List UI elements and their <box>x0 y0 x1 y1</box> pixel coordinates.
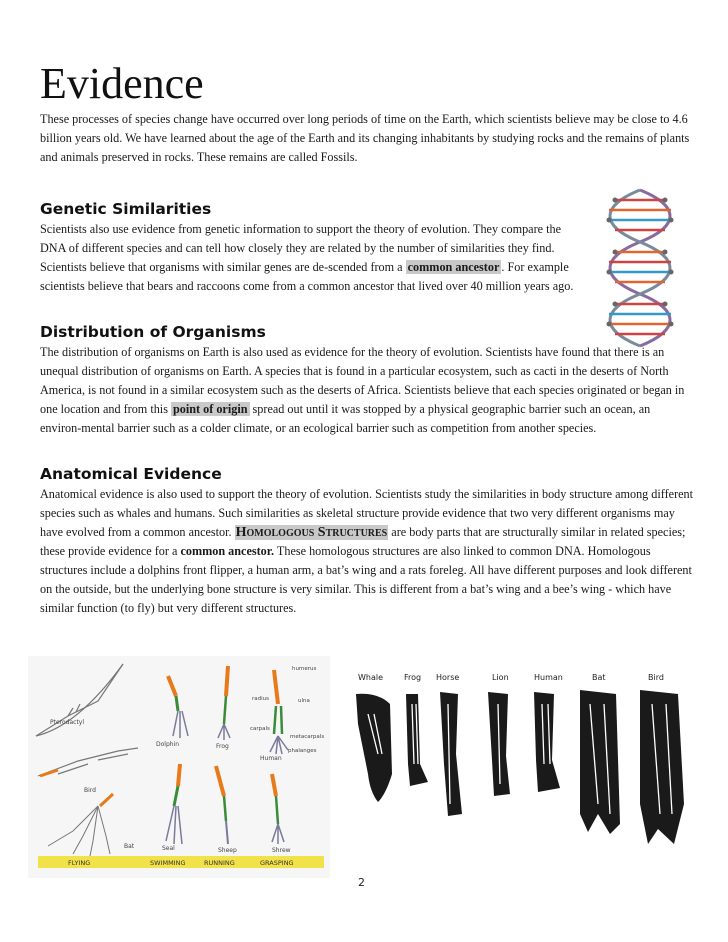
label-lion: Lion <box>492 673 509 682</box>
genetic-text-end: . For example scientists believe that bears and raccoons come from a common ancestor that lived over 40 million years ago. <box>40 260 574 293</box>
genetic-text: Scientists also use evidence from genetic information to support the theory of evolution. They compare the DNA of different species and can tell how closely they are related by the number of similarities they find. Scientists believe that organisms with similar genes are de-scended from a <box>40 222 561 274</box>
term-point-of-origin: point of origin <box>173 402 248 416</box>
anatomical-heading: Anatomical Evidence <box>40 465 222 483</box>
label-sheep: Sheep <box>218 847 237 854</box>
anatomical-text: Anatomical evidence is also used to support the theory of evolution. Scientists study the similarities in body structure among different species such as whales and humans. Such similarities as skeletal structure provide evidence that two very different organisms may have evolved from a common ancestor. <box>40 487 694 539</box>
limb-silhouettes-figure <box>348 664 693 864</box>
label-horse: Horse <box>436 673 460 682</box>
label-pterodactyl: Pterodactyl <box>50 719 85 726</box>
label-phalanges: phalanges <box>288 748 317 754</box>
label-ulna: ulna <box>298 698 310 704</box>
label-bat-right: Bat <box>592 673 606 682</box>
anatomical-text-2: are body parts that are structurally similar in related species; these provide evidence for a <box>40 525 686 558</box>
label-seal: Seal <box>162 845 175 852</box>
term-common-ancestor-bold: common ancestor. <box>180 544 275 558</box>
term-common-ancestor: common ancestor <box>407 260 500 274</box>
label-human-right: Human <box>534 673 563 682</box>
homologous-limbs-figure <box>28 656 330 878</box>
distribution-text-end: spread out until it was stopped by a physical geographic barrier such an ocean, an environ-mental barrier such as a colder climate, or an ecological barrier such as competition from another species. <box>40 402 651 435</box>
bat-wing-silhouette <box>580 690 620 834</box>
intro-paragraph: These processes of species change have occurred over long periods of time on the Earth, which scientists believe may be close to 4.6 billion years old. We have learned about the age of the Earth and its changing inhabitants by studying rocks and the remains of plants and animals preserved in rocks. These remains are called Fossils. <box>40 112 690 164</box>
horse-limb-silhouette <box>440 692 462 816</box>
anatomical-text-3: These homologous structures are also linked to common DNA. Homologous structures include a dolphins front flipper, a human arm, a bat’s wing and a rats foreleg. All have different purposes and look different on the outside, but the underlying bone structure is very similar. This is different from a bat’s wing and a bee’s wing - which have similar function (to fly) but very different structures. <box>40 544 692 615</box>
anatomical-paragraph <box>40 485 694 618</box>
label-human: Human <box>260 755 282 762</box>
human-arm-silhouette <box>534 692 560 792</box>
label-frog: Frog <box>216 743 229 750</box>
dna-helix-image <box>585 186 695 348</box>
distribution-heading: Distribution of Organisms <box>40 323 266 341</box>
label-radius: radius <box>252 696 270 702</box>
label-bat: Bat <box>124 843 135 850</box>
label-shrew: Shrew <box>272 847 291 854</box>
bird-wing-silhouette <box>640 690 684 844</box>
limb-silhouettes <box>356 690 684 844</box>
genetic-heading: Genetic Similarities <box>40 200 212 218</box>
label-humerus: humerus <box>292 666 317 672</box>
term-homologous-structures: Homologous Structures <box>235 525 388 540</box>
label-bird: Bird <box>84 787 96 794</box>
label-whale: Whale <box>358 673 384 682</box>
page-number: 2 <box>358 876 365 889</box>
caption-running: RUNNING <box>204 859 235 867</box>
distribution-text: The distribution of organisms on Earth is also used as evidence for the theory of evolution. Scientists have found that there is an unequal distribution of organisms on Earth. A species that is found in a particular ecosystem, such as cacti in the deserts of North America, is not found in a similar ecosystem such as the deserts of Africa. Scientists believe that each species originated or began in one location and from this <box>40 345 685 416</box>
label-carpals: carpals <box>250 726 270 732</box>
genetic-paragraph <box>40 220 580 296</box>
whale-flipper-silhouette <box>356 694 392 802</box>
caption-flying: FLYING <box>68 859 91 867</box>
caption-grasping: GRASPING <box>260 859 294 867</box>
caption-swimming: SWIMMING <box>150 859 186 867</box>
distribution-paragraph <box>40 343 694 438</box>
label-metacarpals: metacarpals <box>290 734 325 740</box>
label-frog-right: Frog <box>404 673 422 682</box>
label-bird-right: Bird <box>648 673 664 682</box>
page-title: Evidence <box>40 59 204 108</box>
label-dolphin: Dolphin <box>156 741 180 748</box>
